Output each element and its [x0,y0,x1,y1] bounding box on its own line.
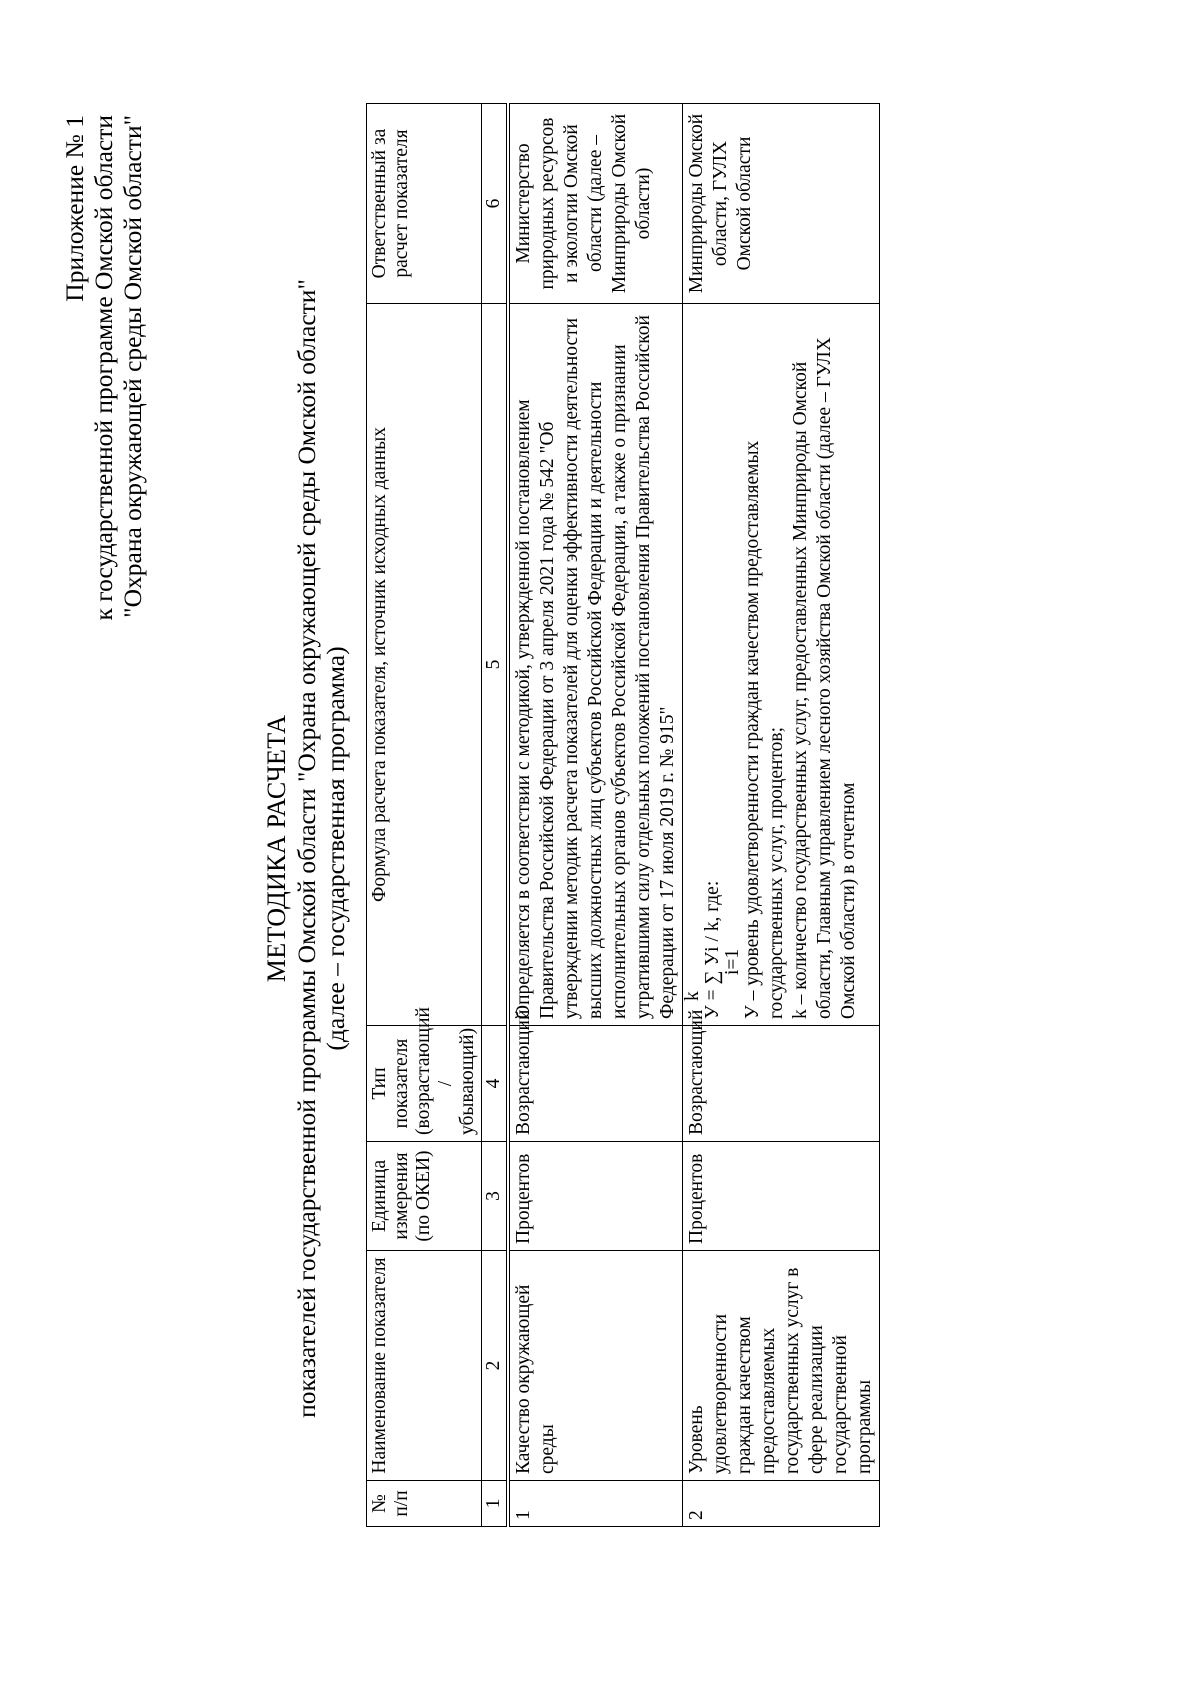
indicator-type: Возрастающий [508,1026,683,1142]
header-formula: Формула расчета показателя, источник исходных данных [367,304,482,1026]
formula-definition: У – уровень удовлетворенности граждан качеством предоставляемых государственных услуг, процентов; [742,440,787,1019]
method-title: МЕТОДИКА РАСЧЕТА [262,714,291,983]
formula-definition: k – количество государственных услуг, предоставленных Минприроды Омской области, Главным управлением лесного хозяйства Омской области (далее – ГУЛХ Омской области) в отчетном [790,337,859,1019]
indicator-name: Уровень удовлетворенности граждан качеством предоставляемых государственных услуг в сфере реализации государственной программы [683,1251,880,1481]
header-unit: Единица измерения (по ОКЕИ) [367,1142,482,1251]
column-number: 4 [482,1026,509,1142]
indicators-table [366,103,880,1527]
table-header-row [367,104,482,1527]
column-number: 2 [482,1251,509,1481]
indicator-unit: Процентов [683,1142,880,1251]
table-column-numbers-row [482,104,509,1527]
formula-prefix: У = [702,984,723,1019]
row-number: 2 [683,1481,880,1527]
indicator-type: Возрастающий [683,1026,880,1142]
annex-header [60,115,147,621]
annex-program: к государственной программе Омской области [89,115,118,621]
document-title [262,0,351,1697]
header-responsible: Ответственный за расчет показателя [367,104,482,304]
table-row [508,104,683,1527]
sum-lower-limit: i=1 [722,948,743,975]
sum-upper-limit: k [682,991,703,1001]
formula-suffix: Уi / k, где: [702,880,723,971]
indicator-formula [683,304,880,1026]
header-type: Тип показателя (возрастающий / убывающий) [367,1026,482,1142]
header-number: № п/п [367,1481,482,1527]
indicator-responsible: Министерство природных ресурсов и экологии Омской области (далее – Минприроды Омской области) [508,104,683,304]
method-note: (далее – государственная программа) [321,646,350,1051]
sum-symbol: ∑ [702,970,723,985]
table-row [683,104,880,1527]
annex-program-title: "Охрана окружающей среды Омской области" [118,115,147,618]
column-number: 3 [482,1142,509,1251]
column-number: 1 [482,1481,509,1527]
indicator-formula: Определяется в соответствии с методикой, утвержденной постановлением Правительства Российской Федерации от 3 апреля 2021 года № 542 "Об утверждении методик расчета показателей для оценки эффективности деятельности высших должностных лиц субъектов Российской Федерации и деятельности исполнительных органов субъектов Российской Федерации, а также о признании утратившими силу отдельных положений постановления Правительства Российской Федерации от 17 июля 2019 г. № 915" [508,304,683,1026]
annex-number: Приложение № 1 [60,115,89,302]
indicator-responsible: Минприроды Омской области, ГУЛХ Омской области [683,104,880,304]
row-number: 1 [508,1481,683,1527]
column-number: 6 [482,104,509,304]
indicator-name: Качество окружающей среды [508,1251,683,1481]
indicator-unit: Процентов [508,1142,683,1251]
formula-expression [701,310,725,1019]
method-subtitle: показателей государственной программы Омской области "Охрана окружающей среды Омской области" [291,279,321,1418]
header-indicator-name: Наименование показателя [367,1251,482,1481]
column-number: 5 [482,304,509,1026]
